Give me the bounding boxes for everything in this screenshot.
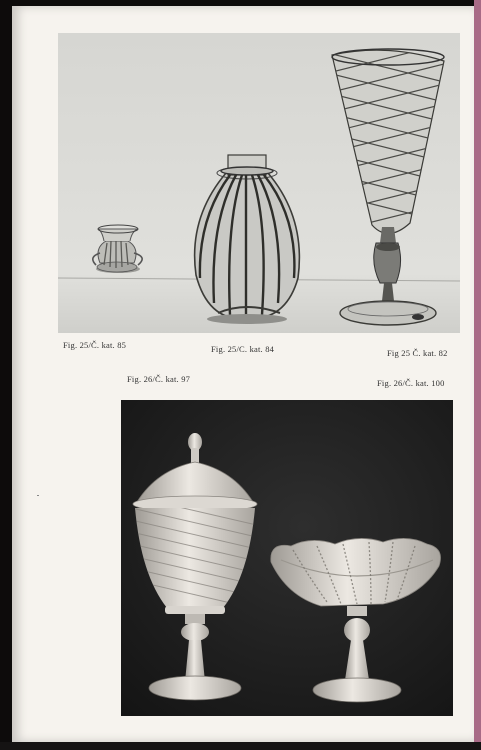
- caption-fig25-kat85: Fig. 25/Č. kat. 85: [63, 340, 127, 350]
- caption-fig25-kat84: Fig. 25/C. kat. 84: [211, 344, 275, 354]
- caption-fig25-kat82: Fig 25 Č. kat. 82: [387, 348, 448, 358]
- photo-plate-fig25: [58, 33, 460, 333]
- page-bottom-edge: [0, 742, 481, 750]
- photo-plate-fig26: [121, 400, 453, 716]
- page-edge: [474, 0, 481, 750]
- caption-fig26-kat100: Fig. 26/Č. kat. 100: [377, 378, 445, 388]
- print-speck: [37, 495, 39, 496]
- caption-fig26-kat97: Fig. 26/Č. kat. 97: [127, 374, 191, 384]
